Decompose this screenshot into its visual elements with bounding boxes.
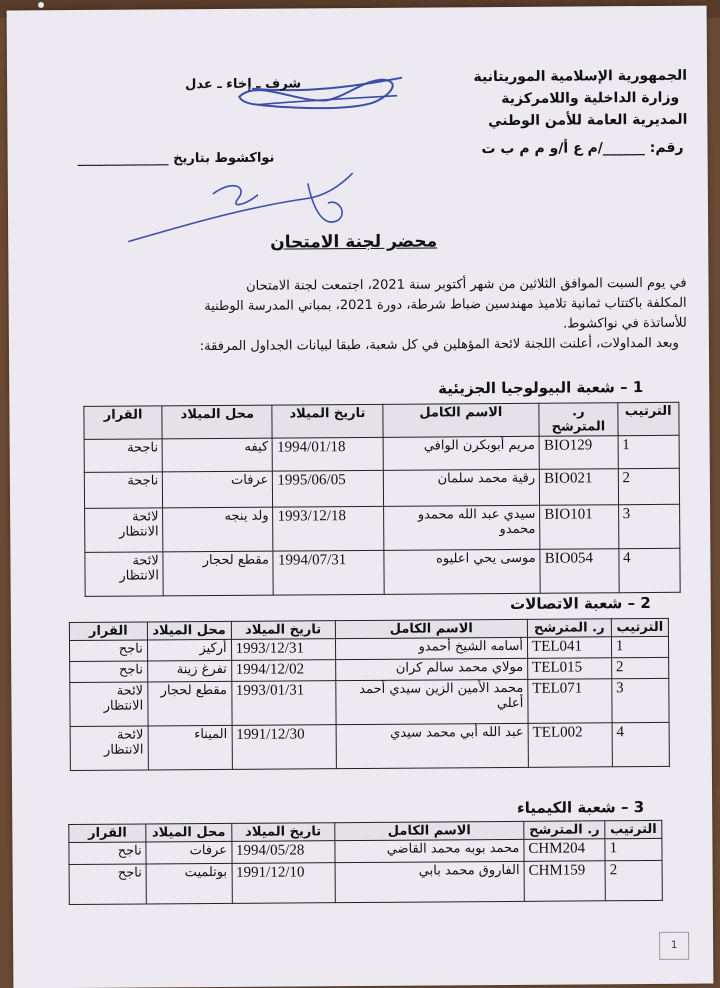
table-telecom bbox=[69, 618, 670, 771]
cell-birth-date: 1993/01/31 bbox=[231, 681, 336, 726]
cell-birth-date: 1994/07/31 bbox=[273, 550, 383, 595]
cell-decision: لائحة الانتظار bbox=[70, 726, 148, 771]
cell-birth-date: 1994/05/28 bbox=[231, 841, 335, 864]
col-birth-date: تاريخ الميلاد bbox=[272, 404, 382, 438]
paragraph-line-3: للأساتذة في نواكشوط. bbox=[562, 315, 687, 332]
col-full-name: الاسم الكامل bbox=[335, 619, 527, 638]
cell-decision: ناجح bbox=[69, 842, 146, 865]
cell-rank: 1 bbox=[605, 838, 662, 860]
cell-candidate-number: CHM204 bbox=[524, 839, 605, 862]
col-decision: القرار bbox=[84, 406, 163, 440]
signature-image bbox=[7, 6, 709, 271]
table-row bbox=[70, 678, 669, 726]
table-row bbox=[84, 468, 679, 508]
cell-birth-date: 1993/12/31 bbox=[231, 639, 335, 661]
col-candidate-number: ر. المترشح bbox=[539, 403, 618, 437]
cell-full-name: سيدي عبد الله محمدو محمدو bbox=[383, 505, 540, 550]
cell-birth-place: بوتلميت bbox=[146, 863, 232, 904]
cell-birth-date: 1995/06/05 bbox=[273, 470, 383, 507]
cell-candidate-number: BIO129 bbox=[539, 436, 618, 470]
header-country: الجمهورية الإسلامية الموريتانية bbox=[473, 67, 688, 86]
cell-full-name: محمد بوبه محمد القاضي bbox=[335, 839, 524, 862]
table-biology bbox=[83, 402, 680, 597]
cell-birth-place: تفرغ زينة bbox=[147, 660, 231, 682]
cell-rank: 3 bbox=[612, 678, 670, 722]
cell-candidate-number: TEL041 bbox=[527, 637, 611, 659]
cell-rank: 2 bbox=[611, 657, 668, 678]
cell-candidate-number: TEL002 bbox=[528, 723, 612, 768]
header-reference: رقم: ______/م ع أ/و م م ب ت bbox=[481, 139, 684, 158]
col-rank: الترتيب bbox=[617, 402, 679, 435]
cell-decision: ناجحة bbox=[84, 439, 163, 473]
cell-decision: ناجح bbox=[69, 640, 147, 662]
col-candidate-number: ر. المترشح bbox=[524, 821, 605, 840]
col-decision: القرار bbox=[69, 824, 146, 843]
cell-birth-place: أركيز bbox=[147, 639, 231, 661]
cell-decision: ناجحة bbox=[84, 472, 163, 509]
table-row bbox=[84, 435, 679, 472]
cell-birth-date: 1991/12/30 bbox=[232, 725, 337, 770]
col-birth-date: تاريخ الميلاد bbox=[231, 621, 335, 640]
cell-full-name: عبد الله أبي محمد سيدي bbox=[336, 723, 528, 768]
col-birth-place: محل الميلاد bbox=[162, 405, 272, 439]
section-title-biology: 1 – شعبة البيولوجيا الجزيئية bbox=[437, 378, 644, 398]
cell-candidate-number: CHM159 bbox=[524, 861, 605, 902]
cell-rank: 4 bbox=[612, 722, 670, 766]
cell-decision: ناجح bbox=[69, 864, 146, 905]
cell-rank: 1 bbox=[611, 636, 668, 657]
cell-birth-place: عرفات bbox=[146, 841, 231, 864]
cell-birth-place: مقطع لحجار bbox=[163, 551, 273, 596]
section-title-telecom: 2 – شعبة الاتصالات bbox=[510, 593, 651, 613]
table-header-row bbox=[84, 402, 679, 439]
cell-decision: ناجح bbox=[70, 661, 148, 683]
header-ministry: وزارة الداخلية واللامركزية bbox=[501, 89, 680, 108]
col-birth-place: محل الميلاد bbox=[146, 823, 231, 842]
paragraph-line-2: المكلفة باكتتاب ثمانية تلاميذ مهندسين ضباط شرطة، دورة 2021، بمباني المدرسة الوطنية bbox=[204, 295, 687, 315]
cell-rank: 1 bbox=[618, 435, 680, 468]
cell-candidate-number: BIO101 bbox=[540, 505, 619, 550]
cell-candidate-number: BIO021 bbox=[540, 469, 619, 506]
col-full-name: الاسم الكامل bbox=[335, 821, 524, 840]
col-decision: القرار bbox=[69, 622, 147, 641]
section-title-chemistry: 3 – شعبة الكيمياء bbox=[516, 798, 645, 817]
cell-full-name: محمد الأمين الزين سيدي أحمد أعلي bbox=[336, 679, 528, 724]
table-row bbox=[69, 860, 662, 904]
table-row bbox=[70, 722, 669, 770]
header-motto: شرف ـ إخاء ـ عدل bbox=[185, 76, 302, 93]
header-place-date: نواكشوط بتاريخ ______________ bbox=[77, 150, 275, 167]
cell-birth-place: ولد ينجه bbox=[163, 507, 273, 552]
col-birth-place: محل الميلاد bbox=[147, 621, 231, 640]
cell-candidate-number: TEL071 bbox=[528, 679, 612, 724]
document-title: محضر لجنة الامتحان bbox=[270, 231, 438, 253]
cell-birth-date: 1993/12/18 bbox=[273, 506, 383, 551]
col-full-name: الاسم الكامل bbox=[382, 403, 539, 437]
cell-decision: لائحة الانتظار bbox=[85, 508, 164, 553]
cell-full-name: رقية محمد سلمان bbox=[383, 469, 540, 506]
cell-candidate-number: BIO054 bbox=[540, 549, 619, 594]
cell-birth-date: 1994/12/02 bbox=[231, 660, 335, 682]
cell-birth-date: 1994/01/18 bbox=[273, 437, 383, 471]
header-directorate: المديرية العامة للأمن الوطني bbox=[488, 111, 688, 130]
cell-full-name: الفاروق محمد بابي bbox=[335, 861, 524, 902]
col-candidate-number: ر. المترشح bbox=[527, 619, 611, 638]
col-birth-date: تاريخ الميلاد bbox=[231, 823, 335, 842]
table-row bbox=[85, 504, 680, 552]
document-page bbox=[7, 6, 714, 988]
cell-full-name: مولاي محمد سالم كران bbox=[335, 658, 527, 680]
cell-birth-place: مقطع لحجار bbox=[148, 681, 232, 726]
cell-birth-place: كيفه bbox=[162, 438, 272, 472]
table-chemistry bbox=[68, 820, 663, 905]
cell-birth-date: 1991/12/10 bbox=[232, 863, 336, 904]
col-rank: الترتيب bbox=[611, 618, 668, 636]
camera-dot bbox=[38, 2, 44, 8]
cell-rank: 2 bbox=[605, 860, 662, 900]
cell-rank: 3 bbox=[618, 504, 680, 548]
cell-full-name: أسامه الشيخ أحمدو bbox=[335, 637, 527, 659]
paragraph-line-4: وبعد المداولات، أعلنت اللجنة لائحة المؤهلين في كل شعبة، طبقا لبيانات الجداول المرفقة: bbox=[199, 335, 679, 355]
page-number: 1 bbox=[659, 932, 689, 960]
cell-full-name: موسى يحي اعليوه bbox=[383, 549, 540, 594]
cell-rank: 4 bbox=[618, 548, 680, 592]
cell-birth-place: الميناء bbox=[148, 725, 232, 770]
paragraph-line-1: في يوم السبت الموافق الثلاثين من شهر أكتوبر سنة 2021، اجتمعت لجنة الامتحان bbox=[246, 275, 687, 294]
cell-birth-place: عرفات bbox=[163, 471, 273, 508]
col-rank: الترتيب bbox=[605, 820, 662, 838]
cell-full-name: مريم أبوبكرن الوافي bbox=[383, 436, 540, 470]
table-row bbox=[85, 548, 680, 596]
cell-rank: 2 bbox=[618, 468, 680, 504]
cell-decision: لائحة الانتظار bbox=[85, 552, 164, 597]
cell-candidate-number: TEL015 bbox=[528, 658, 612, 680]
cell-decision: لائحة الانتظار bbox=[70, 682, 148, 727]
